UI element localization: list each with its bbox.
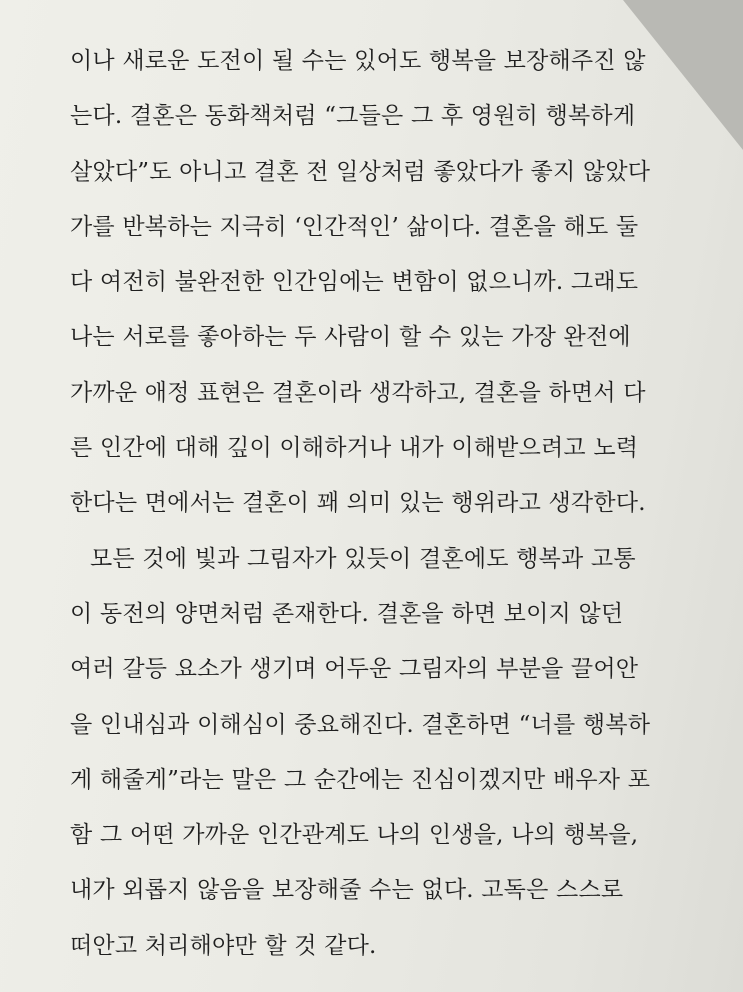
text-line: 가까운 애정 표현은 결혼이라 생각하고, 결혼을 하면서 다 bbox=[70, 379, 646, 406]
text-line: 는다. 결혼은 동화책처럼 “그들은 그 후 영원히 행복하게 bbox=[70, 103, 636, 130]
text-line: 살았다”도 아니고 결혼 전 일상처럼 좋았다가 좋지 않았다 bbox=[70, 158, 651, 185]
text-line: 내가 외롭지 않음을 보장해줄 수는 없다. 고독은 스스로 bbox=[70, 877, 624, 904]
paragraph-1 bbox=[70, 34, 710, 532]
text-line: 을 인내심과 이해심이 중요해진다. 결혼하면 “너를 행복하 bbox=[70, 711, 651, 738]
text-line: 함 그 어떤 가까운 인간관계도 나의 인생을, 나의 행복을, bbox=[70, 822, 639, 849]
text-line: 한다는 면에서는 결혼이 꽤 의미 있는 행위라고 생각한다. bbox=[70, 490, 646, 517]
text-line: 모든 것에 빛과 그림자가 있듯이 결혼에도 행복과 고통 bbox=[90, 545, 636, 572]
text-line: 이나 새로운 도전이 될 수는 있어도 행복을 보장해주진 않 bbox=[70, 48, 646, 74]
text-line: 게 해줄게”라는 말은 그 순간에는 진심이겠지만 배우자 포 bbox=[70, 766, 651, 793]
text-line: 여러 갈등 요소가 생기며 어두운 그림자의 부분을 끌어안 bbox=[70, 656, 639, 683]
text-line: 다 여전히 불완전한 인간임에는 변함이 없으니까. 그래도 bbox=[70, 269, 639, 296]
book-page-text bbox=[70, 34, 710, 974]
text-line: 떠안고 처리해야만 할 것 같다. bbox=[70, 932, 377, 959]
text-line: 른 인간에 대해 깊이 이해하거나 내가 이해받으려고 노력 bbox=[70, 435, 639, 462]
paragraph-2 bbox=[70, 532, 710, 974]
text-line: 나는 서로를 좋아하는 두 사람이 할 수 있는 가장 완전에 bbox=[70, 324, 631, 351]
text-line: 이 동전의 양면처럼 존재한다. 결혼을 하면 보이지 않던 bbox=[70, 600, 624, 627]
text-line: 가를 반복하는 지극히 ‘인간적인’ 삶이다. 결혼을 해도 둘 bbox=[70, 213, 639, 240]
